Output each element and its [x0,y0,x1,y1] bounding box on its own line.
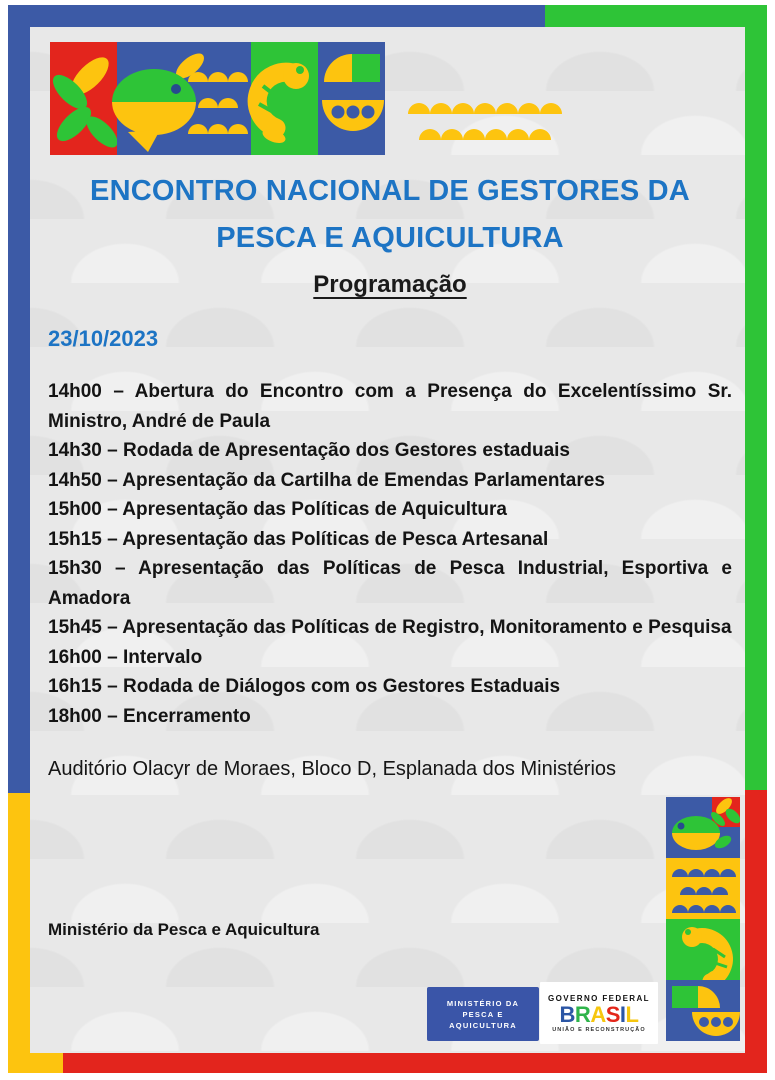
fish-icon [666,797,740,858]
governo-federal-logo [540,982,658,1044]
shrimp-icon [251,42,318,155]
boat-icon [318,42,385,155]
border-right-red [745,790,767,1073]
poster-content [30,27,745,1053]
border-top-blue [8,5,545,27]
schedule-list [48,377,732,731]
schedule-item: 16h00 – Intervalo [48,646,203,668]
brasil-wordmark: BRASIL [559,1001,639,1027]
leaves-icon [50,42,123,155]
ministry-name: Ministério da Pesca e Aquicultura [48,920,320,939]
schedule-item: 14h30 – Rodada de Apresentação dos Gestores estaduais [48,440,570,461]
governo-federal-tagline: UNIÃO E RECONSTRUÇÃO [552,1026,646,1033]
ministry-logo-line: AQUICULTURA [449,1020,517,1030]
schedule-item: 15h30 – Apresentação das Políticas de Pesca Industrial, Esportiva e Amadora [48,558,732,609]
schedule-item: 14h50 – Apresentação da Cartilha de Emendas Parlamentares [48,469,605,491]
title-line-1: ENCONTRO NACIONAL DE GESTORES DA [90,175,690,207]
ministry-logo [427,987,539,1041]
wave-squiggle-icon [408,103,562,140]
schedule-item: 15h45 – Apresentação das Políticas de Registro, Monitoramento e Pesquisa [48,617,732,638]
border-top-green [545,5,767,27]
page-title [48,168,732,262]
subtitle: Programação [313,271,467,298]
venue-line: Auditório Olacyr de Moraes, Bloco D, Esplanada dos Ministérios [48,758,617,780]
title-line-2: PESCA E AQUICULTURA [216,222,564,254]
shrimp-icon [666,919,740,981]
decorative-strip-top [50,42,563,155]
schedule-item: 18h00 – Encerramento [48,705,251,727]
border-bottom-red [63,1053,767,1073]
schedule-item: 15h15 – Apresentação das Políticas de Pesca Artesanal [48,528,549,550]
event-date: 23/10/2023 [48,326,159,351]
border-left-blue [8,5,30,793]
waves-icon [666,858,740,919]
schedule-item: 14h00 – Abertura do Encontro com a Presença do Excelentíssimo Sr. Ministro, André de Paula [48,381,732,432]
decorative-strip-bottom [666,797,740,1041]
ministry-logo-line: MINISTÉRIO DA [446,998,520,1008]
boat-icon [666,980,740,1041]
governo-federal-label: GOVERNO FEDERAL [548,993,650,1003]
border-left-yellow [8,793,30,1073]
schedule-item: 15h00 – Apresentação das Políticas de Aquicultura [48,499,507,520]
border-bottom-yellow [8,1053,63,1073]
border-right-green [745,5,767,790]
ministry-logo-line: PESCA E [462,1009,504,1019]
schedule-item: 16h15 – Rodada de Diálogos com os Gestores Estaduais [48,676,561,697]
